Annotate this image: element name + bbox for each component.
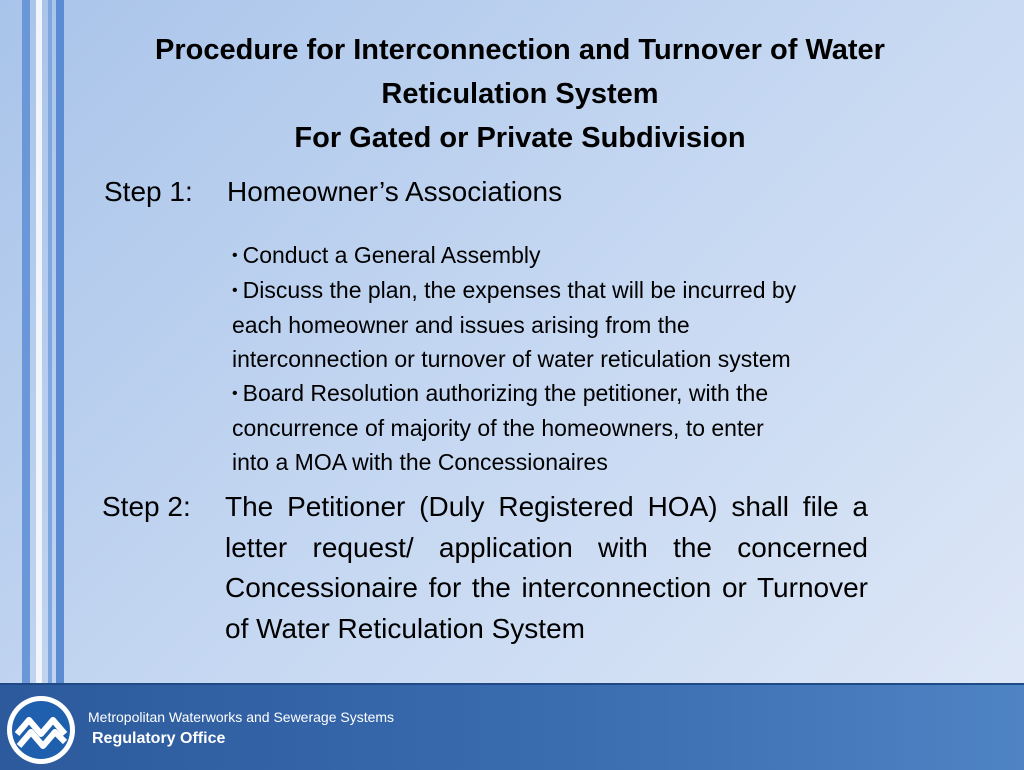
decorative-bar (22, 0, 30, 683)
bullet-icon: • (232, 247, 238, 264)
step1-heading (104, 176, 562, 208)
organization-name: Metropolitan Waterworks and Sewerage Systems (88, 709, 395, 725)
bullet-item (232, 238, 912, 273)
step2-text: The Petitioner (Duly Registered HOA) shall file a letter request/ application with the concerned Concessionaire for the interconnection or Turnover of Water Reticulation System (225, 491, 868, 644)
decorative-bar (56, 0, 64, 683)
step2-label: Step 2: (102, 491, 191, 522)
step1-title: Homeowner’s Associations (227, 176, 563, 207)
bullet-text: into a MOA with the Concessionaires (232, 449, 608, 475)
bullet-icon: • (232, 282, 238, 299)
bullet-text: Conduct a General Assembly (242, 242, 541, 268)
slide-title (80, 28, 960, 160)
title-line: For Gated or Private Subdivision (294, 122, 746, 154)
step1-bullet-list (232, 238, 912, 479)
office-name: Regulatory Office (92, 730, 226, 747)
step1-label: Step 1: (104, 176, 193, 207)
bullet-text: Board Resolution authorizing the petitioner, with the (242, 380, 769, 406)
title-line: Reticulation System (381, 78, 659, 110)
decorative-bar (48, 0, 52, 683)
bullet-item (232, 273, 912, 308)
footer (0, 683, 1024, 770)
title-line: Procedure for Interconnection and Turnover of Water (155, 34, 885, 66)
bullet-text: each homeowner and issues arising from the (232, 312, 690, 338)
bullet-item (232, 376, 912, 411)
decorative-bar (36, 0, 42, 683)
bullet-icon: • (232, 385, 238, 402)
bullet-text: interconnection or turnover of water reticulation system (232, 346, 791, 372)
bullet-text: concurrence of majority of the homeowners, to enter (232, 415, 764, 441)
bullet-text: Discuss the plan, the expenses that will be incurred by (242, 277, 797, 303)
mwss-logo-icon (5, 694, 77, 766)
